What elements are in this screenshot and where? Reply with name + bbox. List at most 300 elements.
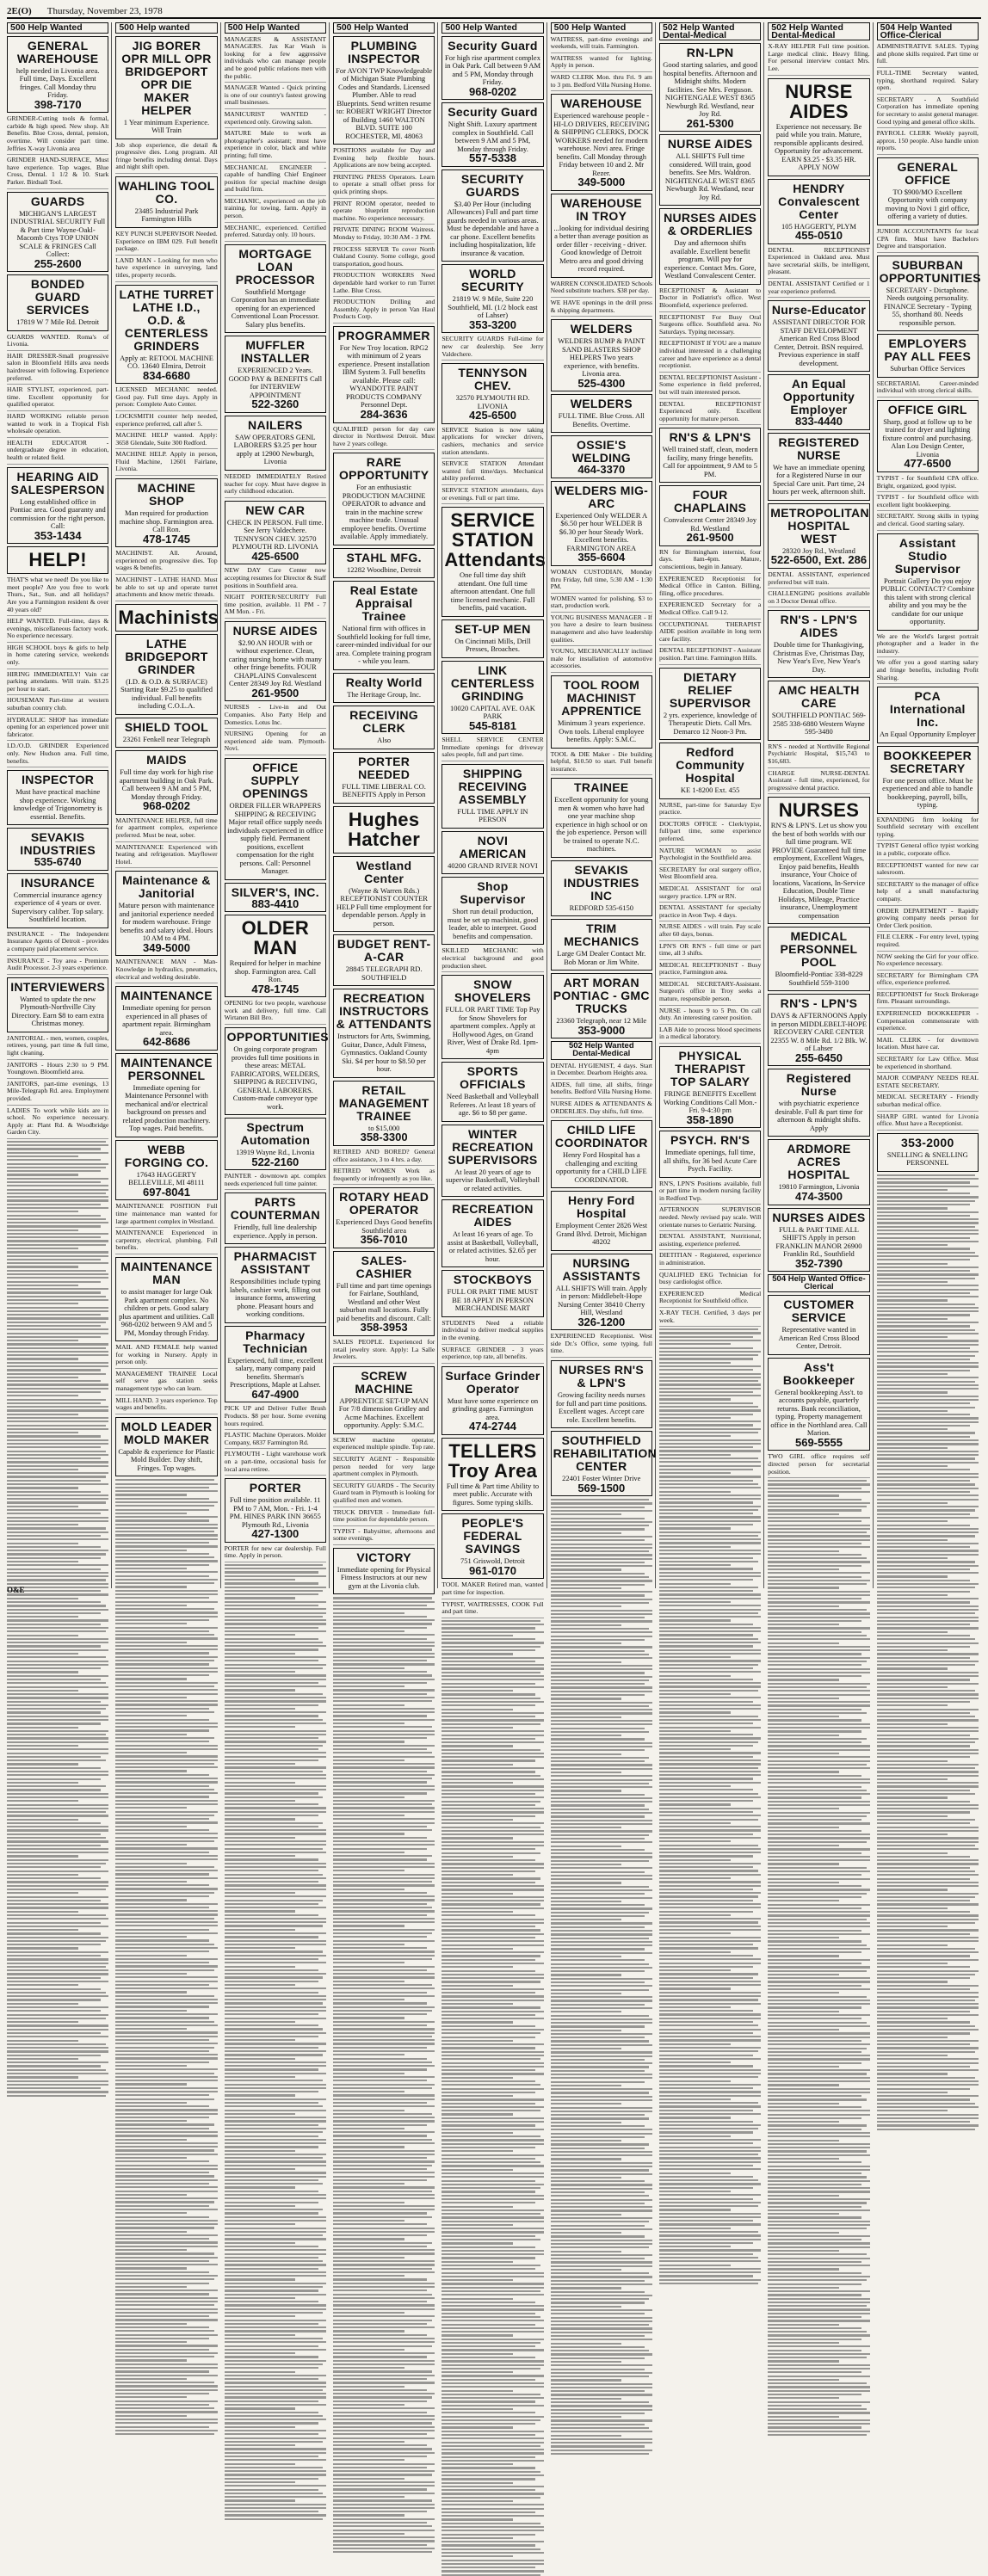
fine-print-line [659,1911,753,1913]
fine-print-line [225,2010,326,2012]
fine-print-line [659,2076,758,2078]
fine-print-line [877,1215,971,1217]
display-ad [877,400,979,472]
classified-line-ad: FILE CLERK - For entry level, typing required. [877,934,979,951]
fine-print-line [551,1712,652,1714]
fine-print-line [877,1704,948,1706]
fine-print-line [768,2124,867,2126]
fine-print-line [333,2080,427,2081]
fine-print-line [768,1627,869,1629]
fine-print-line [225,2113,296,2115]
fine-print-line [7,1163,108,1165]
fine-print-line [7,1270,106,1272]
fine-print-line [115,1685,214,1687]
ad-body: 40200 GRAND RIVER NOVI [448,860,538,870]
fine-print-line [768,1819,861,1821]
fine-print-line [877,1723,948,1725]
fine-print-line [115,2370,209,2372]
ad-headline: NAILERS [248,417,303,432]
fine-print-line [333,1638,427,1640]
fine-print-line [225,2430,326,2431]
fine-print-line [551,1573,645,1575]
ad-headline: NURSES [778,799,860,822]
classified-line-ad: PROCESS SERVER To cover North Oakland County. Some college, good transportation, good hours. [333,246,435,271]
fine-print-line [115,2326,209,2328]
fine-print-line [333,2128,404,2129]
fine-print-line [551,1860,650,1862]
fine-print-line [659,1895,758,1897]
fine-print-line [7,1472,108,1474]
fine-print-line [115,1774,209,1776]
fine-print-line [333,2323,427,2325]
fine-print-line [659,1785,731,1787]
column-fine-print [877,1174,979,2130]
fine-print-line [442,1827,540,1828]
ad-phone: 697-8041 [143,1185,190,1199]
fine-print-line [551,2122,622,2123]
fine-print-line [768,1506,867,1507]
fine-print-line [115,1608,214,1610]
fine-print-line [442,2224,513,2226]
classified-line-ad: CHARGE NURSE-DENTAL Assistant - full time, experienced, for progressive dental practice. [768,770,869,795]
fine-print-line [551,2364,652,2366]
display-ad [768,78,869,176]
classified-line-ad: GRINDER-Cutting tools & formal, carbide & high speed. New shop. Alt Benefits. Blue Cross, dental, pension, overtime. Will consider part time. Jeffries X-way Livonia area [7,115,108,155]
fine-print-line [225,2371,296,2373]
fine-print-line [333,2312,404,2314]
fine-print-line [768,2140,839,2142]
fine-print-line [551,2295,652,2296]
fine-print-line [442,2180,535,2182]
fine-print-line [7,1753,108,1754]
fine-print-line [115,1789,214,1790]
fine-print-line [225,1642,324,1643]
ad-phone: 358-3300 [360,1131,408,1144]
fine-print-line [659,1531,761,1533]
fine-print-line [225,2131,324,2133]
fine-print-line [442,2184,543,2185]
fine-print-line [333,2533,404,2535]
fine-print-line [659,1819,758,1821]
fine-print-line [7,1465,108,1467]
fine-print-line [768,1778,869,1780]
ad-phone: 261-5300 [686,116,734,130]
fine-print-line [7,1977,101,1979]
fine-print-line [333,2522,427,2524]
fine-print-line [877,1241,979,1242]
fine-print-line [768,1753,839,1754]
fine-print-line [768,1499,861,1501]
ad-phone: 255-2600 [34,256,82,270]
fine-print-line [7,1443,108,1445]
fine-print-line [442,2500,513,2502]
fine-print-line [7,1745,78,1747]
fine-print-line [7,1483,108,1485]
fine-print-line [7,1340,78,1341]
ad-headline: PHYSICAL THERAPIST TOP SALARY [670,1049,750,1089]
fine-print-line [551,2022,652,2024]
fine-print-line [225,1579,296,1581]
classified-line-ad: DENTAL RECEPTIONIST - Assistant position. Part time. Farmington Hills. [659,647,761,664]
fine-print-line [551,2376,650,2377]
classified-line-ad: WOMAN CUSTODIAN, Monday thru Friday, full time, 5:30 AM - 1:30 PM. [551,569,652,594]
fine-print-line [768,1694,869,1696]
ad-phone: 353-3200 [469,317,516,331]
ad-headline: WELDERS MIG-ARC [554,483,649,510]
fine-print-line [768,1812,869,1814]
fine-print-line [225,1734,326,1735]
fine-print-line [7,1785,106,1787]
classified-line-ad: TYPIST, WAITRESSES, COOK Full and part time. [442,1601,543,1618]
fine-print-line [225,1976,324,1978]
fine-print-line [7,1277,108,1279]
ad-headline: BOOKKEEPER SECRETARY [883,748,973,775]
ad-headline: NURSES RN'S & LPN'S [559,1363,645,1390]
fine-print-line [442,1712,543,1714]
classified-line-ad: FULL-TIME Secretary wanted, typing, shorthand required. Salary open. [877,70,979,95]
display-ad [442,831,543,875]
fine-print-line [442,2437,543,2439]
fine-print-line [7,1148,101,1149]
fine-print-line [659,2047,761,2049]
ad-headline: SCREW MACHINE [355,1368,413,1396]
section-header: 500 Help Wanted [225,22,326,34]
fine-print-line [225,2330,326,2332]
fine-print-line [659,2050,758,2052]
fine-print-line [225,2120,326,2122]
ad-headline: PORTER NEEDED [358,754,411,781]
fine-print-line [768,2176,867,2178]
fine-print-line [768,1919,867,1920]
fine-print-line [768,2397,839,2399]
fine-print-line [225,1955,326,1957]
fine-print-line [333,1679,435,1680]
ad-headline: Ass't Bookkeeper [782,1359,855,1387]
fine-print-line [442,1819,513,1821]
fine-print-line [877,1396,979,1397]
fine-print-line [333,1840,435,1842]
fine-print-line [659,1889,753,1890]
fine-print-line [768,2084,839,2086]
fine-print-line [333,2209,435,2210]
fine-print-line [659,1947,758,1949]
fine-print-line [659,1808,761,1809]
fine-print-line [7,1178,108,1180]
fine-print-line [659,1414,753,1415]
classified-line-ad: TWO GIRL office requires self directed person for secretarial position. [768,1453,869,1478]
fine-print-line [7,1881,108,1883]
fine-print-line [7,1995,108,1997]
fine-print-line [659,1737,761,1739]
fine-print-line [333,1752,432,1753]
fine-print-line [225,1822,324,1824]
fine-print-line [115,2183,209,2185]
fine-print-line [225,1829,326,1831]
ad-body: Large GM Dealer Contact Mr. Bob Moran or Jim White. [557,949,646,966]
fine-print-line [225,2105,324,2107]
display-ad [442,102,543,167]
fine-print-line [768,2180,869,2182]
fine-print-line [877,1502,948,1504]
fine-print-line [442,2106,543,2108]
fine-print-line [659,2187,753,2189]
display-ad [551,1360,652,1428]
fine-print-line [442,1749,540,1751]
fine-print-line [442,2357,535,2358]
fine-print-line [551,1867,652,1869]
fine-print-line [7,1918,108,1920]
ad-body: TO $900/MO Excellent Opportunity with company moving to Novi 1 girl office, offering a variety of duties. [885,187,970,221]
fine-print-line [442,1664,543,1666]
display-ad [115,478,217,547]
fine-print-line [115,2252,214,2254]
fine-print-line [659,1516,761,1518]
fine-print-line [442,2143,543,2145]
ad-body: Must have some experience on grinding gages. Farmington area. [447,1396,539,1421]
fine-print-line [225,2220,326,2222]
classified-line-ad: SECURITY GUARDS - The Security Guard team in Plymouth is looking for qualified men and women. [333,1482,435,1507]
fine-print-line [551,1742,652,1744]
fine-print-line [225,2068,318,2070]
classified-line-ad: STUDENTS Need a reliable individual to deliver medical supplies in the evening. [442,1320,543,1345]
display-ad [333,673,435,704]
ad-phone: 352-7390 [794,1256,843,1270]
fine-print-line [7,1852,108,1853]
fine-print-line [551,2438,652,2440]
fine-print-line [225,1627,318,1629]
fine-print-line [442,1686,543,1688]
ad-phone: 545-8181 [469,718,516,732]
fine-print-line [225,1682,318,1684]
fine-print-line [768,2339,861,2340]
fine-print-line [659,1940,761,1942]
display-ad [333,581,435,670]
column-fine-print [115,1479,217,2435]
fine-print-line [115,2209,217,2210]
fine-print-line [225,2179,318,2181]
ad-phone: 358-1890 [686,1112,734,1126]
fine-print-line [115,1858,217,1860]
fine-print-line [442,2375,543,2376]
fine-print-line [768,1480,867,1482]
fine-print-line [225,2098,326,2100]
fine-print-line [442,1870,535,1872]
ad-headline: NOVI AMERICAN [459,833,527,860]
fine-print-line [768,1801,869,1803]
fine-print-line [768,1513,839,1515]
fine-print-line [768,1981,869,1982]
fine-print-line [333,1818,435,1820]
fine-print-line [7,1251,108,1253]
fine-print-line [877,1494,979,1496]
fine-print-line [7,1624,101,1625]
fine-print-line [225,1571,318,1573]
display-ad [551,194,652,278]
fine-print-line [333,2183,404,2185]
fine-print-line [115,1781,217,1783]
fine-print-line [225,1671,296,1673]
ad-headline: STOCKBOYS [453,1273,533,1287]
ad-phone: 569-5555 [794,1435,843,1449]
classified-line-ad: PLASTIC Machine Operators. Molder Company, 6837 Farmington Rd. [225,1432,326,1449]
fine-print-line [768,2313,869,2314]
fine-print-line [551,1507,645,1508]
fine-print-line [877,1355,976,1357]
fine-print-line [442,2021,513,2023]
fine-print-line [442,2386,543,2388]
fine-print-line [225,1711,326,1713]
classified-line-ad: MANAGER Wanted - Quick printing is one of our country's fastest growing small businesses. [225,84,326,109]
fine-print-line [115,1660,214,1661]
fine-print-line [115,1914,217,1915]
fine-print-line [551,1646,652,1648]
fine-print-line [551,1576,650,1578]
fine-print-line [7,1185,108,1186]
ad-body: FULL TIME APPLY IN PERSON [457,806,528,824]
fine-print-line [333,2139,432,2141]
fine-print-line [225,1969,318,1971]
ad-headline: Surface Grinder Operator [445,1368,540,1396]
fine-print-line [225,1649,318,1650]
fine-print-line [659,1789,753,1790]
fine-print-line [551,1620,652,1622]
fine-print-line [877,1804,979,1806]
fine-print-line [551,1665,652,1667]
fine-print-line [877,1698,979,1699]
fine-print-line [7,1288,108,1290]
classified-line-ad: MACHINIST - LATHE HAND. Must be able to set up and operate turret attachments and know metric threads. [115,576,217,601]
fine-print-line [877,1252,976,1254]
fine-print-line [768,2232,839,2234]
fine-print-line [877,1796,948,1798]
fine-print-line [115,1560,217,1562]
fine-print-line [768,1690,869,1692]
fine-print-line [877,1867,971,1869]
fine-print-line [659,1774,761,1776]
fine-print-line [877,1391,948,1393]
fine-print-line [442,2567,535,2568]
fine-print-line [659,1380,758,1382]
fine-print-line [768,2161,861,2163]
fine-print-line [877,1811,971,1813]
fine-print-line [333,2076,435,2078]
fine-print-line [225,2400,318,2402]
fine-print-line [225,2128,326,2129]
fine-print-line [333,1715,427,1716]
fine-print-line [7,1476,106,1477]
fine-print-line [551,2037,645,2038]
fine-print-line [768,2073,867,2074]
fine-print-line [7,1343,108,1345]
classified-line-ad: JUNIOR ACCOUNTANTS for local CPA firm. Must have Bachelors Degree and transportation. [877,228,979,253]
fine-print-line [877,1631,948,1633]
ad-body: ASSISTANT DIRECTOR FOR STAFF DEVELOPMENT American Red Cross Blood Center, Detroit. BSN required. Previous experience in staff development. [772,317,866,367]
ad-headline: HENDRY Convalescent Center [778,181,860,221]
ad-body: ORDER FILLER WRAPPERS SHIPPING & RECEIVING Major retail office supply needs individuals experienced in office supply field. Permanent positions, excellent compensation for the right persons. Call: Personnel Manager. [227,801,324,876]
display-ad [7,873,108,928]
fine-print-line [7,1616,78,1618]
fine-print-line [877,1830,979,1832]
fine-print-line [442,1767,543,1769]
fine-print-line [551,2059,645,2061]
fine-print-line [7,1454,108,1456]
fine-print-line [442,2069,535,2071]
fine-print-line [115,1821,217,1823]
ad-headline: MUFFLER INSTALLER [240,338,310,366]
fine-print-line [225,1855,296,1857]
display-ad [333,36,435,145]
fine-print-line [225,2345,318,2347]
fine-print-line [768,1520,861,1522]
ad-body: On going corporate program provides full time positions in these areas: METAL FABRICATORS, WELDERS, SHIPPING & RECEIVING, GENERAL LABORERS. Custom-made conveyor type work. [231,1045,320,1111]
display-ad [442,1199,543,1267]
display-ad [877,256,979,332]
fine-print-line [115,2341,187,2343]
fine-print-line [551,1959,645,1961]
ad-headline: Hughes Hatcher [348,808,421,850]
ad-phone: 535-6740 [34,855,82,869]
fine-print-line [115,1958,217,1960]
ad-body: Growing facility needs nurses for full and part time positions. Excellent wages. Accept care role. Excellent benefits. [555,1390,647,1424]
fine-print-line [442,2486,543,2487]
fine-print-line [551,2246,650,2248]
ad-headline: NURSING ASSISTANTS [562,1255,641,1283]
fine-print-line [877,1638,976,1640]
fine-print-line [333,1778,432,1779]
fine-print-line [7,1911,78,1913]
fine-print-line [768,1756,869,1758]
classified-line-ad: NURSING Opening for an experienced aide team. Plymouth-Novi. [225,730,326,755]
display-ad [115,36,217,139]
fine-print-line [551,2427,650,2429]
fine-print-line [877,1476,979,1478]
fine-print-line [659,2058,761,2060]
classified-line-ad: WE HAVE openings in the drill press & shipping departments. [551,299,652,317]
fine-print-line [877,1985,979,1987]
fine-print-line [333,1645,435,1647]
fine-print-line [551,1738,645,1740]
fine-print-line [768,1617,869,1618]
fine-print-line [333,2389,427,2391]
fine-print-line [333,2050,435,2052]
fine-print-line [877,1882,979,1883]
fine-print-line [442,2563,543,2565]
fine-print-line [7,1233,108,1235]
fine-print-line [551,1834,650,1836]
classified-line-ad: NEEDED IMMEDIATELY Retired teacher for copy. Must have degree in early childhood education. [225,473,326,498]
classified-line-ad: MECHANIC, experienced. Certified preferred. Saturday only. 10 hours. [225,225,326,242]
display-ad [659,743,761,799]
fine-print-line [442,1657,543,1659]
ad-headline: An Equal Opportunity Employer [782,377,855,417]
fine-print-line [551,2450,652,2451]
fine-print-line [551,1820,652,1821]
fine-print-line [551,2243,652,2245]
fine-print-line [442,2154,543,2156]
fine-print-line [877,1690,976,1692]
fine-print-line [442,2434,535,2436]
fine-print-line [333,2444,427,2446]
fine-print-line [7,1222,108,1223]
fine-print-line [225,2249,326,2251]
ad-headline: RECEIVING CLERK [349,708,418,736]
ad-headline: HELP! [28,549,87,571]
fine-print-line [768,1539,869,1541]
fine-print-line [768,2316,861,2318]
fine-print-line [333,2017,404,2018]
fine-print-line [551,2320,652,2322]
ad-headline: LATHE TURRET LATHE I.D., O.D. & CENTERLESS GRINDERS [119,287,214,353]
